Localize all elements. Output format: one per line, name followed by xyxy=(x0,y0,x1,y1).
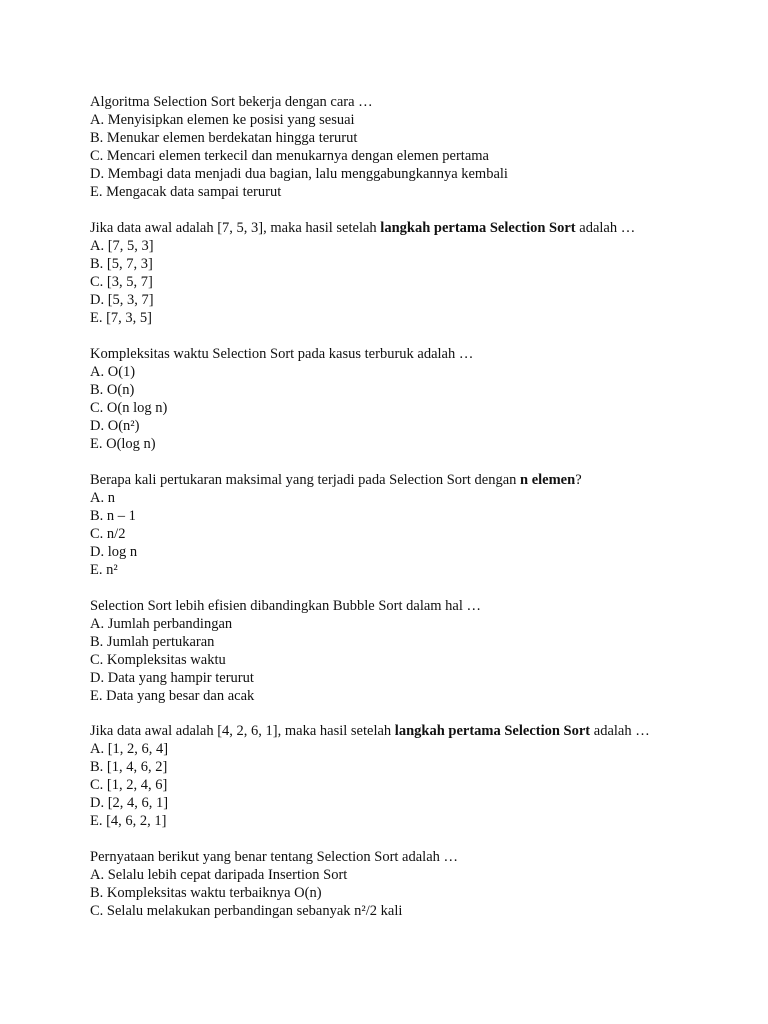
answer-option: C. [1, 2, 4, 6] xyxy=(90,777,168,794)
bold-emphasis: langkah pertama Selection Sort xyxy=(394,723,591,740)
answer-option: D. [5, 3, 7] xyxy=(90,291,154,308)
question-stem: Kompleksitas waktu Selection Sort pada kasus terburuk adalah … xyxy=(90,345,474,362)
answer-option: C. [3, 5, 7] xyxy=(90,273,153,290)
answer-option: E. O(log n) xyxy=(90,435,156,452)
answer-option: B. Jumlah pertukaran xyxy=(90,633,215,650)
answer-option: E. Data yang besar dan acak xyxy=(90,687,255,704)
answer-option: A. [1, 2, 6, 4] xyxy=(90,741,169,758)
answer-option: B. Menukar elemen berdekatan hingga terurut xyxy=(90,130,358,146)
answer-option: A. n xyxy=(90,489,115,506)
question-stem: Selection Sort lebih efisien dibandingkan Bubble Sort dalam hal … xyxy=(90,597,482,614)
answer-option: A. Jumlah perbandingan xyxy=(90,615,233,632)
bold-emphasis: langkah pertama Selection Sort xyxy=(380,219,576,236)
question-stem: Berapa kali pertukaran maksimal yang terjadi pada Selection Sort dengan n elemen? xyxy=(90,471,582,488)
question-7 xyxy=(90,848,730,920)
answer-option: E. [7, 3, 5] xyxy=(90,309,153,326)
question-stem: Jika data awal adalah [4, 2, 6, 1], maka hasil setelah langkah pertama Selection Sort adalah … xyxy=(90,723,650,740)
question-2 xyxy=(90,219,730,327)
bold-emphasis: n elemen xyxy=(520,471,576,488)
answer-option: D. O(n²) xyxy=(90,417,140,434)
answer-option: A. O(1) xyxy=(90,363,136,380)
answer-option: D. log n xyxy=(90,543,138,560)
answer-option: B. Kompleksitas waktu terbaiknya O(n) xyxy=(90,885,322,902)
question-4 xyxy=(90,471,730,579)
answer-option: A. [7, 5, 3] xyxy=(90,237,154,254)
question-5 xyxy=(90,597,730,705)
answer-option: C. Selalu melakukan perbandingan sebanyak n²/2 kali xyxy=(90,903,403,920)
question-stem: Jika data awal adalah [7, 5, 3], maka hasil setelah langkah pertama Selection Sort adalah … xyxy=(90,219,636,236)
answer-option: D. Membagi data menjadi dua bagian, lalu menggabungkannya kembali xyxy=(90,166,508,182)
question-3 xyxy=(90,345,730,453)
answer-option: C. O(n log n) xyxy=(90,399,168,416)
answer-option: D. [2, 4, 6, 1] xyxy=(90,795,169,812)
answer-option: B. O(n) xyxy=(90,381,135,398)
question-stem: Algoritma Selection Sort bekerja dengan cara … xyxy=(90,94,373,110)
question-6 xyxy=(90,722,730,830)
question-1 xyxy=(90,93,730,201)
answer-option: C. Kompleksitas waktu xyxy=(90,651,226,668)
answer-option: E. n² xyxy=(90,561,118,578)
answer-option: B. [5, 7, 3] xyxy=(90,255,153,272)
document-page xyxy=(90,93,730,938)
answer-option: C. Mencari elemen terkecil dan menukarnya dengan elemen pertama xyxy=(90,148,489,164)
answer-option: E. [4, 6, 2, 1] xyxy=(90,813,167,830)
answer-option: A. Selalu lebih cepat daripada Insertion Sort xyxy=(90,867,348,884)
answer-option: D. Data yang hampir terurut xyxy=(90,669,254,686)
question-stem: Pernyataan berikut yang benar tentang Selection Sort adalah … xyxy=(90,849,459,866)
answer-option: A. Menyisipkan elemen ke posisi yang sesuai xyxy=(90,112,355,128)
answer-option: B. [1, 4, 6, 2] xyxy=(90,759,168,776)
answer-option: C. n/2 xyxy=(90,525,126,542)
answer-option: B. n – 1 xyxy=(90,507,136,524)
answer-option: E. Mengacak data sampai terurut xyxy=(90,184,282,200)
